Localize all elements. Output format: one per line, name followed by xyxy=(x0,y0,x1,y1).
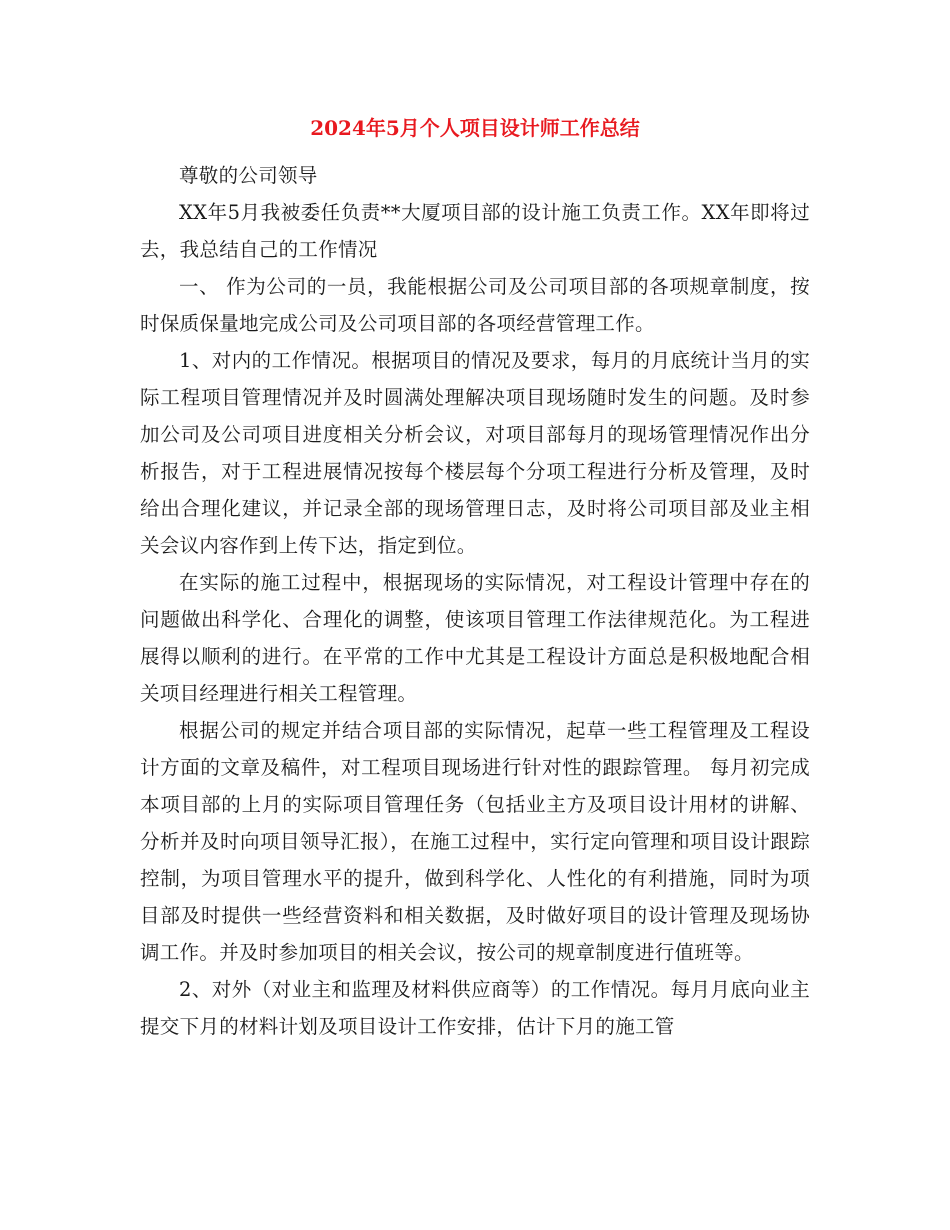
company-regulations-paragraph: 根据公司的规定并结合项目部的实际情况，起草一些工程管理及工程设计方面的文章及稿件，对工程项目现场进行针对性的跟踪管理。 每月初完成本项目部的上月的实际项目管理任务（包括业主方及项目设计用材的讲解、分析并及时向项目领导汇报），在施工过程中，实行定向管理和项目设计跟踪控制，为项目管理水平的提升，做到科学化、人性化的有利措施，同时为项目部及时提供一些经营资料和相关数据，及时做好项目的设计管理及现场协调工作。并及时参加项目的相关会议，按公司的规章制度进行值班等。 xyxy=(140,719,810,964)
document-body xyxy=(140,157,810,1045)
intro-paragraph: XX年5月我被委任负责**大厦项目部的设计施工负责工作。XX年即将过去，我总结自己的工作情况 xyxy=(140,201,810,261)
document-title: 2024年5月个人项目设计师工作总结 xyxy=(310,116,640,140)
salutation-paragraph: 尊敬的公司领导 xyxy=(179,164,318,187)
section-one-paragraph: 一、 作为公司的一员，我能根据公司及公司项目部的各项规章制度，按时保质保量地完成公司及公司项目部的各项经营管理工作。 xyxy=(140,275,810,335)
internal-work-paragraph: 1、对内的工作情况。根据项目的情况及要求，每月的月底统计当月的实际工程项目管理情况并及时圆满处理解决项目现场随时发生的问题。及时参加公司及公司项目进度相关分析会议，对项目部每月的现场管理情况作出分析报告，对于工程进展情况按每个楼层每个分项工程进行分析及管理，及时给出合理化建议，并记录全部的现场管理日志，及时将公司项目部及业主相关会议内容作到上传下达，指定到位。 xyxy=(140,349,810,557)
external-work-paragraph: 2、对外（对业主和监理及材料供应商等）的工作情况。每月月底向业主提交下月的材料计划及项目设计工作安排，估计下月的施工管 xyxy=(140,978,810,1038)
construction-process-paragraph: 在实际的施工过程中，根据现场的实际情况，对工程设计管理中存在的问题做出科学化、合理化的调整，使该项目管理工作法律规范化。为工程进展得以顺利的进行。在平常的工作中尤其是工程设计方面总是积极地配合相关项目经理进行相关工程管理。 xyxy=(140,571,810,705)
